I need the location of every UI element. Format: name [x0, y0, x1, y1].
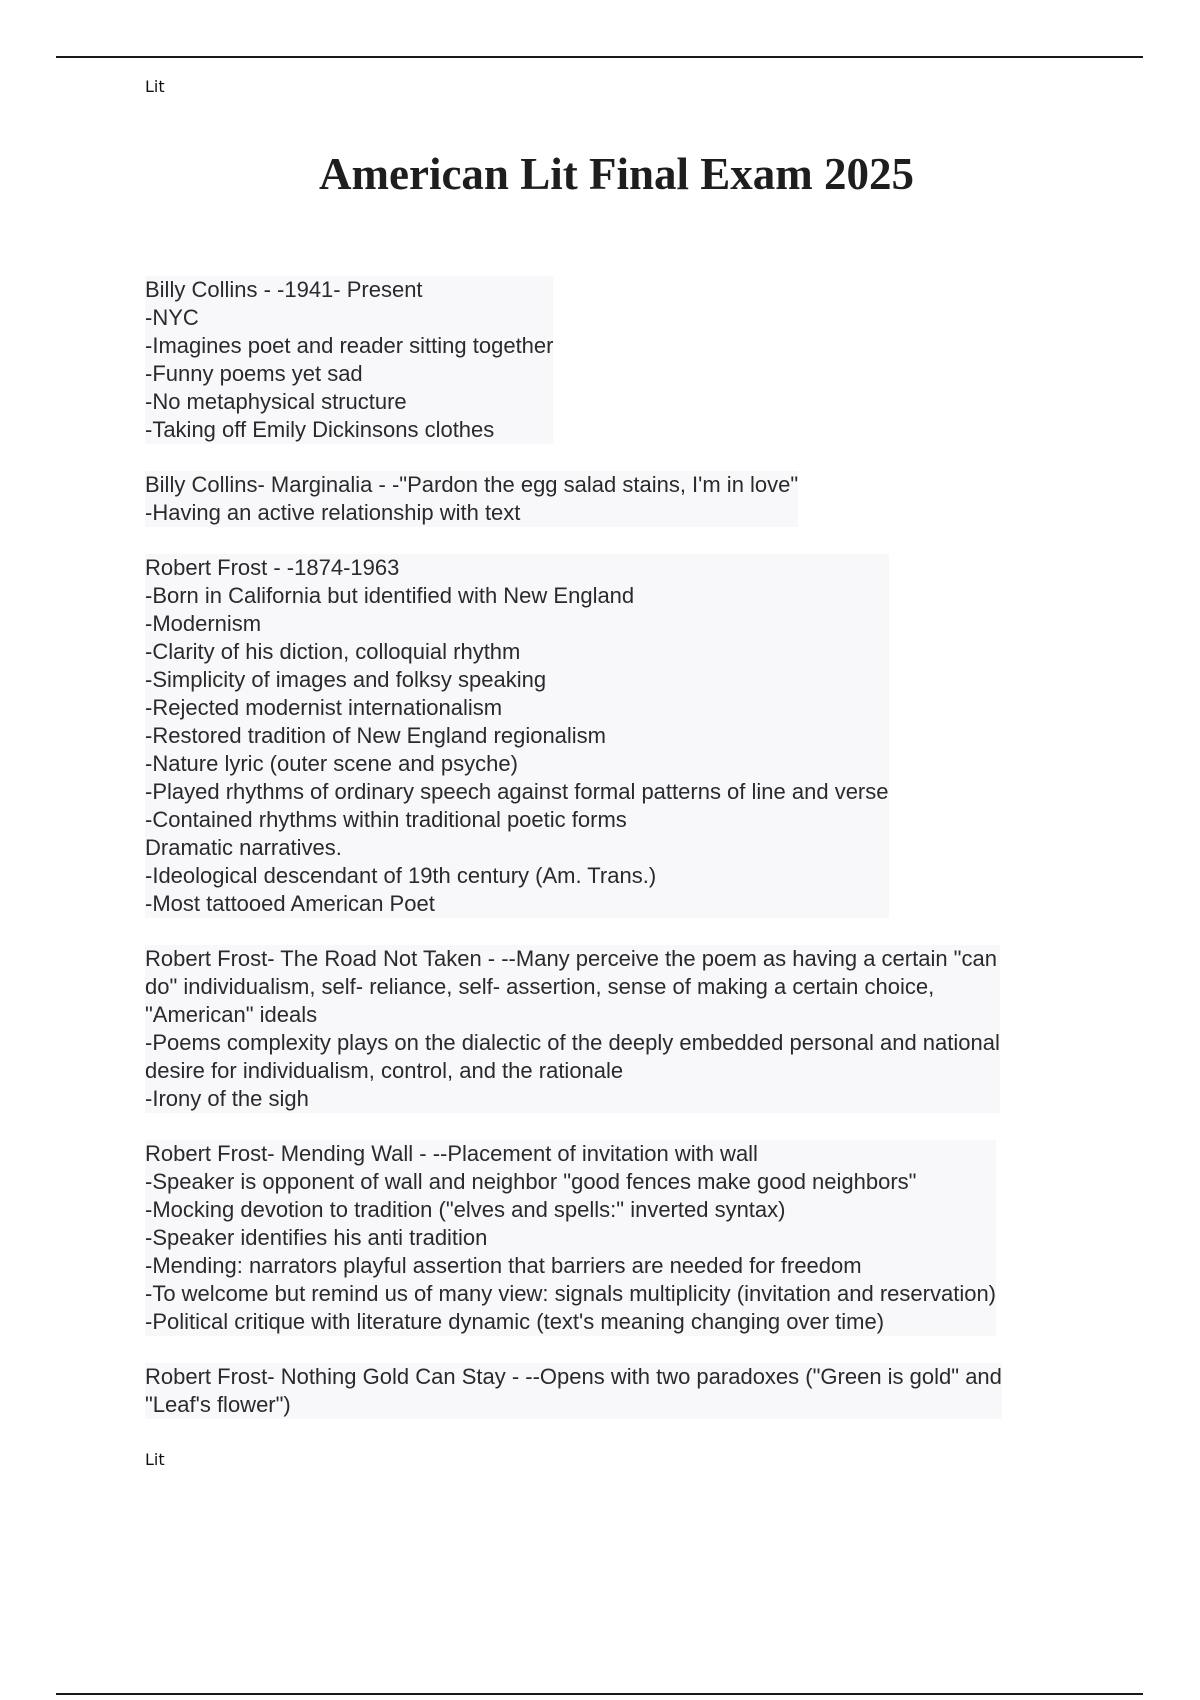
top-rule: [56, 56, 1143, 58]
entry-line: -Mending: narrators playful assertion that barriers are needed for freedom: [145, 1253, 862, 1278]
entry-line: -Irony of the sigh: [145, 1086, 309, 1111]
document-body: [145, 276, 1145, 1446]
entry-text-block: [145, 276, 553, 444]
study-entry: [145, 471, 1145, 527]
entry-line: -Mocking devotion to tradition ("elves and spells:" inverted syntax): [145, 1197, 786, 1222]
study-entry: [145, 1140, 1145, 1336]
document-title: American Lit Final Exam 2025: [319, 149, 914, 199]
entry-line: -NYC: [145, 305, 199, 330]
entry-line: -Having an active relationship with text: [145, 500, 521, 525]
bottom-rule: [56, 1693, 1143, 1695]
entry-line: Robert Frost - -1874-1963: [145, 555, 400, 580]
entry-line: -Played rhythms of ordinary speech against formal patterns of line and verse: [145, 779, 889, 804]
entry-line: desire for individualism, control, and the rationale: [145, 1058, 624, 1083]
study-entry: [145, 276, 1145, 444]
entry-line: -Speaker is opponent of wall and neighbor "good fences make good neighbors": [145, 1169, 917, 1194]
entry-text-block: [145, 1363, 1002, 1419]
entry-line: "American" ideals: [145, 1002, 318, 1027]
running-footer: Lit: [145, 1450, 165, 1469]
entry-line: -Clarity of his diction, colloquial rhythm: [145, 639, 521, 664]
entry-line: Robert Frost- Nothing Gold Can Stay - --Opens with two paradoxes ("Green is gold" and: [145, 1364, 1002, 1389]
entry-line: -Restored tradition of New England regionalism: [145, 723, 607, 748]
entry-line: -Nature lyric (outer scene and psyche): [145, 751, 518, 776]
entry-line: -Taking off Emily Dickinsons clothes: [145, 417, 495, 442]
entry-line: "Leaf's flower"): [145, 1392, 291, 1417]
entry-line: Dramatic narratives.: [145, 835, 342, 860]
entry-line: -Rejected modernist internationalism: [145, 695, 503, 720]
entry-text-block: [145, 945, 1000, 1113]
study-entry: [145, 945, 1145, 1113]
entry-line: -Imagines poet and reader sitting together: [145, 333, 554, 358]
running-header: Lit: [145, 77, 165, 96]
entry-line: -Contained rhythms within traditional poetic forms: [145, 807, 627, 832]
entry-line: -Most tattooed American Poet: [145, 891, 435, 916]
entry-line: do" individualism, self- reliance, self- assertion, sense of making a certain choice,: [145, 974, 935, 999]
entry-line: -Simplicity of images and folksy speaking: [145, 667, 547, 692]
entry-line: -To welcome but remind us of many view: signals multiplicity (invitation and reservation): [145, 1281, 997, 1306]
entry-line: Billy Collins- Marginalia - -"Pardon the egg salad stains, I'm in love": [145, 472, 799, 497]
entry-line: -No metaphysical structure: [145, 389, 407, 414]
entry-line: Billy Collins - -1941- Present: [145, 277, 423, 302]
entry-line: -Political critique with literature dynamic (text's meaning changing over time): [145, 1309, 885, 1334]
study-entry: [145, 554, 1145, 918]
entry-line: Robert Frost- Mending Wall - --Placement of invitation with wall: [145, 1141, 758, 1166]
entry-line: -Ideological descendant of 19th century (Am. Trans.): [145, 863, 657, 888]
entry-line: -Born in California but identified with New England: [145, 583, 635, 608]
entry-line: -Modernism: [145, 611, 262, 636]
entry-text-block: [145, 1140, 996, 1336]
entry-line: -Speaker identifies his anti tradition: [145, 1225, 488, 1250]
entry-text-block: [145, 471, 798, 527]
entry-line: -Funny poems yet sad: [145, 361, 363, 386]
entry-line: -Poems complexity plays on the dialectic of the deeply embedded personal and national: [145, 1030, 1000, 1055]
entry-text-block: [145, 554, 889, 918]
study-entry: [145, 1363, 1145, 1419]
entry-line: Robert Frost- The Road Not Taken - --Many perceive the poem as having a certain "can: [145, 946, 997, 971]
